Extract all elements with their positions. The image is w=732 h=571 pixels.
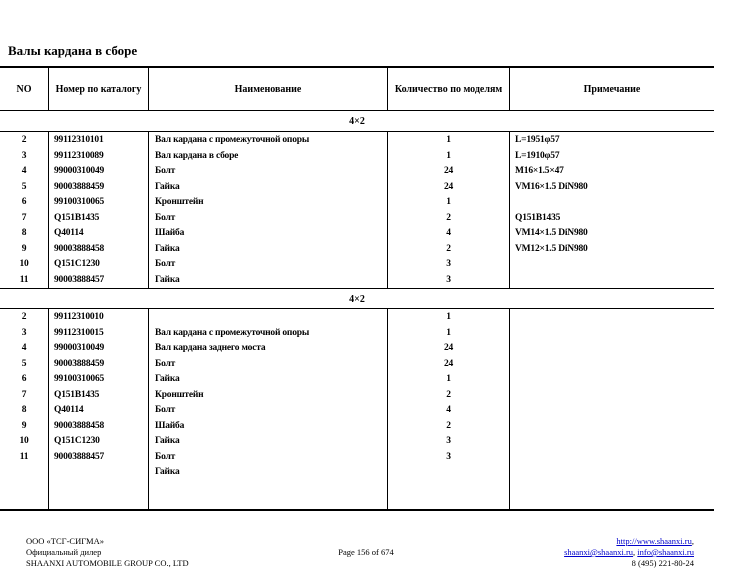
part-quantity: 4 [446, 405, 451, 415]
part-note: VM14×1.5 DiN980 [515, 228, 588, 238]
table-row [0, 372, 714, 388]
row-number: 4 [21, 343, 27, 353]
section-divider [0, 131, 714, 132]
part-quantity: 2 [446, 389, 451, 400]
part-name: Болт [155, 405, 176, 415]
part-name: Гайка [155, 274, 180, 285]
catalog-number: Q151B1435 [54, 212, 100, 223]
section-rows [0, 310, 714, 481]
catalog-number: Q151B1435 [54, 389, 100, 400]
catalog-number: 90003888459 [54, 358, 105, 369]
catalog-number: 99100310065 [54, 197, 105, 207]
row-number: 2 [21, 312, 27, 322]
part-name: Кронштейн [155, 197, 204, 207]
part-note: VM12×1.5 DiN980 [515, 243, 588, 254]
table-row [0, 465, 714, 481]
part-name: Болт [155, 212, 176, 223]
catalog-number: 90003888458 [54, 243, 105, 254]
row-number: 6 [21, 374, 27, 384]
table-row [0, 195, 714, 211]
row-number: 3 [21, 327, 27, 338]
catalog-number: 99000310049 [54, 166, 105, 176]
footer-company: ООО «ТСГ-СИГМА» [26, 536, 104, 546]
website-link[interactable]: http://www.shaanxi.ru [616, 536, 692, 546]
catalog-number: 90003888457 [54, 274, 105, 285]
page-number: Page 156 of 674 [338, 547, 394, 557]
catalog-number: Q40114 [54, 405, 84, 415]
table-row [0, 211, 714, 227]
table-row [0, 450, 714, 466]
table-row [0, 242, 714, 258]
part-name: Шайба [155, 420, 185, 431]
table-row [0, 164, 714, 180]
part-name: Вал кардана с промежуточной опоры [155, 327, 310, 338]
part-quantity: 24 [443, 358, 454, 369]
table-row [0, 341, 714, 357]
part-name: Гайка [155, 181, 180, 192]
part-note: L=1951φ57 [515, 135, 560, 145]
part-quantity: 24 [443, 166, 454, 176]
catalog-number: 99112310101 [54, 135, 104, 145]
part-name: Гайка [155, 436, 180, 446]
catalog-number: Q151C1230 [54, 436, 100, 446]
row-number: 2 [21, 135, 27, 145]
part-name: Гайка [155, 467, 180, 477]
table-row [0, 226, 714, 242]
part-note: L=1910φ57 [515, 150, 560, 161]
row-number: 7 [21, 212, 27, 223]
part-quantity: 3 [446, 451, 451, 462]
part-quantity: 3 [446, 274, 451, 285]
row-number: 10 [19, 259, 29, 269]
part-quantity: 24 [443, 181, 454, 192]
table-row [0, 310, 714, 326]
part-name: Болт [155, 166, 176, 176]
catalog-number: 99112310089 [54, 150, 104, 161]
table-row [0, 273, 714, 289]
part-name: Вал кардана в сборе [155, 150, 239, 161]
part-name: Кронштейн [155, 389, 204, 400]
table-row [0, 403, 714, 419]
section-label: 4×2 [0, 289, 714, 309]
part-quantity: 1 [446, 312, 451, 322]
row-number: 9 [21, 243, 27, 254]
catalog-number: 90003888458 [54, 420, 105, 431]
header-catalog: Номер по каталогу [55, 83, 142, 95]
part-quantity: 1 [446, 135, 451, 145]
part-note: M16×1.5×47 [515, 166, 564, 176]
row-number: 8 [21, 405, 27, 415]
table-row [0, 326, 714, 342]
row-number: 6 [21, 197, 27, 207]
header-no: NO [16, 83, 32, 95]
row-number: 5 [21, 358, 27, 369]
part-name: Болт [155, 451, 176, 462]
row-number: 9 [21, 420, 27, 431]
table-row [0, 434, 714, 450]
part-note: Q151B1435 [515, 212, 561, 223]
part-quantity: 2 [446, 420, 451, 431]
header-note: Примечание [583, 83, 641, 95]
table-row [0, 419, 714, 435]
catalog-number: 99100310065 [54, 374, 105, 384]
part-quantity: 1 [446, 374, 451, 384]
table-row [0, 357, 714, 373]
row-number: 8 [21, 228, 27, 238]
catalog-number: 90003888457 [54, 451, 105, 462]
part-quantity: 3 [446, 436, 451, 446]
footer-manufacturer: SHAANXI AUTOMOBILE GROUP CO., LTD [26, 558, 189, 568]
row-number: 11 [19, 451, 29, 462]
part-quantity: 24 [443, 343, 454, 353]
footer-right: http://www.shaanxi.ru, shaanxi@shaanxi.ru, info@shaanxi.ru 8 (495) 221-80-24 [564, 536, 694, 568]
catalog-number: Q151C1230 [54, 259, 100, 269]
section-divider [0, 308, 714, 309]
row-number: 10 [19, 436, 29, 446]
phone-number: 8 (495) 221-80-24 [631, 558, 694, 568]
part-quantity: 1 [446, 197, 451, 207]
part-name: Вал кардана с промежуточной опоры [155, 135, 310, 145]
header-quantity: Количество по моделям [394, 83, 503, 95]
catalog-number: 99112310015 [54, 327, 104, 338]
table-row [0, 388, 714, 404]
part-quantity: 3 [446, 259, 451, 269]
part-name: Гайка [155, 374, 180, 384]
email-link[interactable]: info@shaanxi.ru [637, 547, 694, 557]
part-quantity: 4 [446, 228, 451, 238]
part-quantity: 1 [446, 150, 451, 161]
part-name: Болт [155, 259, 176, 269]
row-number: 7 [21, 389, 27, 400]
part-quantity: 2 [446, 243, 451, 254]
part-note: VM16×1.5 DiN980 [515, 181, 588, 192]
row-number: 4 [21, 166, 27, 176]
part-name: Гайка [155, 243, 180, 254]
table-row [0, 133, 714, 149]
catalog-number: 99112310010 [54, 312, 104, 322]
row-number: 3 [21, 150, 27, 161]
section-rows [0, 133, 714, 288]
catalog-number: 90003888459 [54, 181, 105, 192]
section-label: 4×2 [0, 111, 714, 131]
part-quantity: 1 [446, 327, 451, 338]
footer-dealer: Официальный дилер [26, 547, 102, 557]
parts-table [0, 66, 714, 511]
email-link[interactable]: shaanxi@shaanxi.ru [564, 547, 634, 557]
catalog-number: 99000310049 [54, 343, 105, 353]
part-name: Шайба [155, 228, 185, 238]
part-name: Болт [155, 358, 176, 369]
table-row [0, 180, 714, 196]
page-title: Валы кардана в сборе [8, 43, 138, 58]
row-number: 5 [21, 181, 27, 192]
header-name: Наименование [234, 83, 302, 95]
table-row [0, 257, 714, 273]
table-row [0, 149, 714, 165]
part-name: Вал кардана заднего моста [155, 343, 266, 353]
catalog-number: Q40114 [54, 228, 84, 238]
row-number: 11 [19, 274, 29, 285]
part-quantity: 2 [446, 212, 451, 223]
